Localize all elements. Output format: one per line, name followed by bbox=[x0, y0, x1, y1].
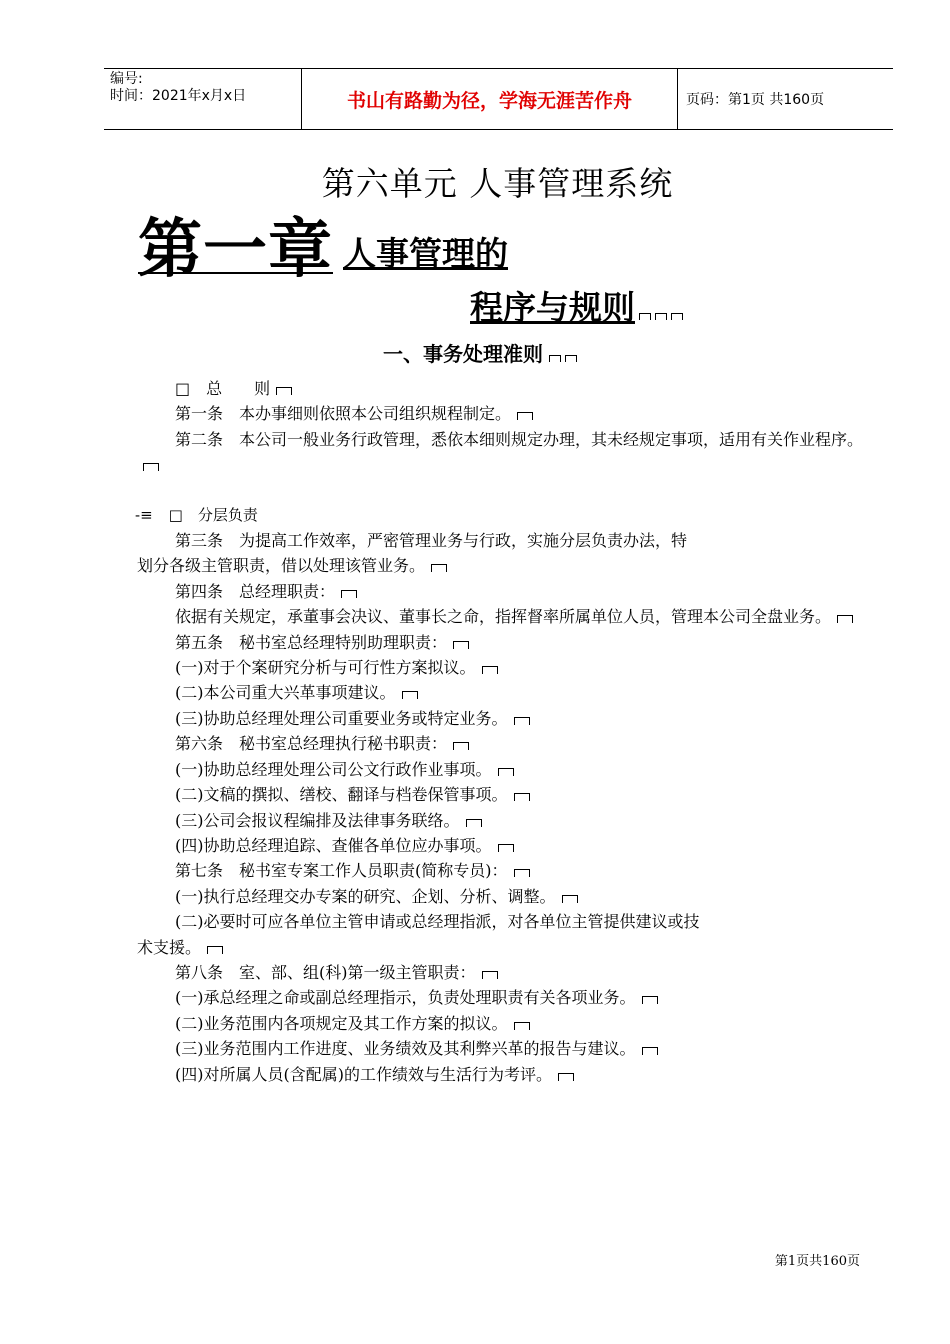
paragraph-mark-icon bbox=[143, 463, 159, 471]
article-6-item bbox=[137, 833, 867, 858]
chapter-heading bbox=[138, 198, 508, 290]
paragraph-mark-icon bbox=[514, 1022, 530, 1030]
paragraph-mark-icon bbox=[402, 691, 418, 699]
article-6 bbox=[137, 731, 867, 756]
time-label: 时间：2021年x月x日 bbox=[110, 88, 247, 104]
document-header bbox=[104, 68, 893, 130]
article-3-line2 bbox=[137, 553, 867, 578]
article-4-text: 第四条 总经理职责： bbox=[175, 581, 336, 601]
article-7-item bbox=[137, 884, 867, 909]
paragraph-mark-icon bbox=[642, 1047, 658, 1055]
article-5-item-text: (三)协助总经理处理公司重要业务或特定业务。 bbox=[175, 708, 508, 728]
article-8-item-text: (三)业务范围内工作进度、业务绩效及其利弊兴革的报告与建议。 bbox=[175, 1039, 636, 1059]
article-2-text: 第二条 本公司一般业务行政管理，悉依本细则规定办理，其未经规定事项，适用有关作业程序。 bbox=[175, 429, 864, 449]
paragraph-mark-icon bbox=[431, 564, 447, 572]
article-7-item-text: (一)执行总经理交办专案的研究、企划、分析、调整。 bbox=[175, 886, 556, 906]
section-title bbox=[0, 338, 950, 367]
article-6-item-text: (一)协助总经理处理公司公文行政作业事项。 bbox=[175, 759, 492, 779]
article-5-item bbox=[137, 680, 867, 705]
article-7-item2-line1: (二)必要时可应各单位主管申请或总经理指派，对各单位主管提供建议或技 bbox=[175, 912, 700, 932]
paragraph-mark-icon bbox=[549, 355, 577, 362]
article-2 bbox=[137, 427, 867, 478]
chapter-title-line2-text: 程序与规则 bbox=[470, 288, 635, 327]
unit-title: 第六单元 人事管理系统 bbox=[321, 164, 674, 203]
paragraph-mark-icon bbox=[498, 844, 514, 852]
paragraph-mark-icon bbox=[562, 895, 578, 903]
paragraph-mark-icon bbox=[498, 768, 514, 776]
article-4-body bbox=[137, 604, 867, 629]
layered-heading bbox=[135, 503, 867, 528]
article-7 bbox=[137, 858, 867, 883]
article-3-line1: 第三条 为提高工作效率，严密管理业务与行政，实施分层负责办法，特 bbox=[175, 531, 688, 551]
paragraph-mark-icon bbox=[514, 869, 530, 877]
article-5-item-text: (二)本公司重大兴革事项建议。 bbox=[175, 683, 396, 703]
doc-number-label: 编号: bbox=[110, 71, 143, 87]
article-8-text: 第八条 室、部、组(科)第一级主管职责： bbox=[175, 962, 476, 982]
paragraph-mark-icon bbox=[453, 742, 469, 750]
document-body bbox=[137, 376, 867, 1087]
article-5 bbox=[137, 630, 867, 655]
article-8-item bbox=[137, 1062, 867, 1087]
paragraph-mark-icon bbox=[639, 313, 683, 320]
article-6-item bbox=[137, 808, 867, 833]
paragraph-mark-icon bbox=[558, 1073, 574, 1081]
article-7-item2-line2-text: 术支援。 bbox=[137, 937, 202, 957]
header-meta bbox=[104, 69, 302, 129]
paragraph-mark-icon bbox=[341, 590, 357, 598]
article-6-item bbox=[137, 782, 867, 807]
general-heading bbox=[137, 376, 867, 401]
article-8-item bbox=[137, 985, 867, 1010]
paragraph-mark-icon bbox=[276, 387, 292, 395]
article-7-item2-line2 bbox=[137, 935, 867, 960]
paragraph-mark-icon bbox=[453, 641, 469, 649]
article-4 bbox=[137, 579, 867, 604]
page-footer: 第1页共160页 bbox=[774, 1254, 860, 1269]
article-8-item-text: (二)业务范围内各项规定及其工作方案的拟议。 bbox=[175, 1013, 508, 1033]
article-1 bbox=[137, 401, 867, 426]
paragraph-mark-icon bbox=[514, 717, 530, 725]
chapter-number: 第一章 bbox=[138, 213, 333, 287]
article-8-item bbox=[137, 1011, 867, 1036]
header-page-info: 页码：第1页 共160页 bbox=[686, 92, 825, 108]
layered-heading-prefix: -≡ bbox=[135, 505, 153, 524]
chapter-title-line1: 人事管理的 bbox=[343, 234, 508, 273]
paragraph-mark-icon bbox=[517, 412, 533, 420]
article-7-text: 第七条 秘书室专案工作人员职责(简称专员)： bbox=[175, 861, 508, 881]
paragraph-mark-icon bbox=[642, 996, 658, 1004]
layered-heading-text: □ 分层负责 bbox=[168, 505, 258, 524]
article-6-item bbox=[137, 757, 867, 782]
article-5-item bbox=[137, 655, 867, 680]
paragraph-mark-icon bbox=[466, 819, 482, 827]
article-4-body-text: 依据有关规定，承董事会决议、董事长之命，指挥督率所属单位人员，管理本公司全盘业务。 bbox=[175, 607, 832, 627]
article-1-text: 第一条 本办事细则依照本公司组织规程制定。 bbox=[175, 404, 512, 424]
article-6-item-text: (四)协助总经理追踪、查催各单位应办事项。 bbox=[175, 835, 492, 855]
paragraph-mark-icon bbox=[482, 666, 498, 674]
paragraph-mark-icon bbox=[514, 793, 530, 801]
article-5-item bbox=[137, 706, 867, 731]
article-6-item-text: (三)公司会报议程编排及法律事务联络。 bbox=[175, 810, 460, 830]
header-motto: 书山有路勤为径，学海无涯苦作舟 bbox=[302, 69, 678, 129]
paragraph-mark-icon bbox=[207, 946, 223, 954]
article-8-item-text: (一)承总经理之命或副总经理指示，负责处理职责有关各项业务。 bbox=[175, 988, 636, 1008]
section-title-text: 一、事务处理准则 bbox=[383, 342, 543, 366]
paragraph-mark-icon bbox=[482, 971, 498, 979]
article-6-item-text: (二)文稿的撰拟、缮校、翻译与档卷保管事项。 bbox=[175, 785, 508, 805]
article-8 bbox=[137, 960, 867, 985]
article-5-text: 第五条 秘书室总经理特别助理职责： bbox=[175, 632, 448, 652]
article-6-text: 第六条 秘书室总经理执行秘书职责： bbox=[175, 734, 448, 754]
general-heading-text: □ 总 则 bbox=[175, 379, 271, 398]
article-3-line2-text: 划分各级主管职责，借以处理该管业务。 bbox=[137, 556, 426, 576]
article-8-item-text: (四)对所属人员(含配属)的工作绩效与生活行为考评。 bbox=[175, 1064, 552, 1084]
article-8-item bbox=[137, 1036, 867, 1061]
chapter-title-line2 bbox=[470, 282, 683, 329]
article-5-item-text: (一)对于个案研究分析与可行性方案拟议。 bbox=[175, 658, 476, 678]
paragraph-mark-icon bbox=[837, 615, 853, 623]
